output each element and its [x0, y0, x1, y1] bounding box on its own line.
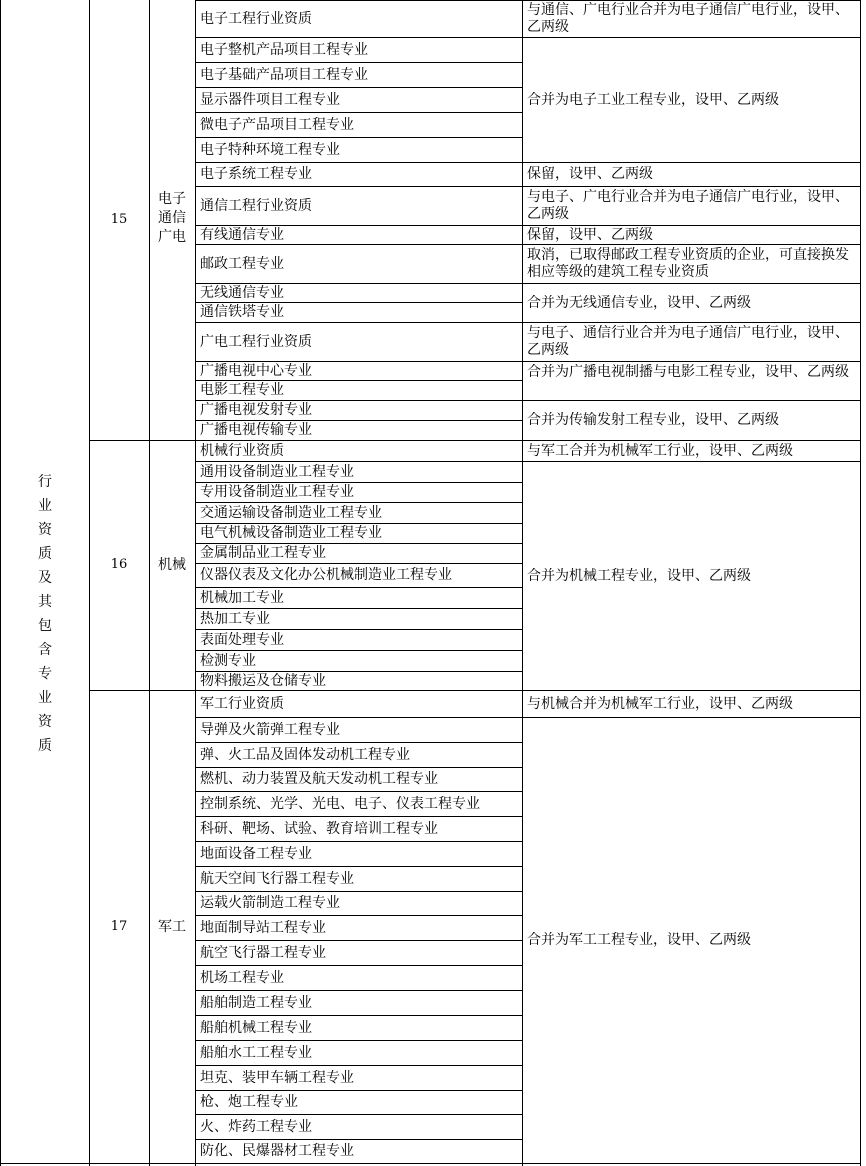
- adjustment-note: 保留，设甲、乙两级: [527, 226, 653, 243]
- row-line: [195, 1114, 523, 1115]
- adjustment-note: 取消，已取得邮政工程专业资质的企业，可直接换发相应等级的建筑工程专业资质: [527, 246, 849, 280]
- qualification-item: 电气机械设备制造业工程专业: [200, 525, 382, 541]
- qualification-item: 交通运输设备制造业工程专业: [200, 504, 382, 521]
- qualification-item: 火、炸药工程专业: [200, 1118, 312, 1135]
- qualification-item: 电影工程专业: [200, 382, 284, 398]
- row-line: [195, 87, 523, 88]
- group-separator: [89, 690, 195, 691]
- adjustment-note: 与通信、广电行业合并为电子通信广电行业，设甲、乙两级: [527, 1, 849, 35]
- qualification-item: 导弹及火箭弹工程专业: [200, 721, 340, 738]
- qualification-item: 机场工程专业: [200, 969, 284, 986]
- row-line: [522, 361, 861, 362]
- qualification-item: 枪、炮工程专业: [200, 1094, 298, 1110]
- row-line: [522, 717, 861, 718]
- column-divider: [522, 0, 523, 1166]
- row-line: [522, 690, 861, 691]
- qualification-item: 显示器件项目工程专业: [200, 91, 340, 108]
- group-name: 电子通信广电: [158, 191, 186, 245]
- row-line: [522, 162, 861, 163]
- qualification-item: 军工行业资质: [200, 695, 284, 712]
- row-line: [195, 380, 523, 381]
- row-line: [195, 420, 523, 421]
- row-line: [195, 62, 523, 63]
- adjustment-note: 保留，设甲、乙两级: [527, 166, 653, 182]
- row-line: [195, 400, 523, 401]
- row-line: [522, 186, 861, 187]
- table-left-border: [0, 0, 1, 1166]
- qualification-item: 微电子产品项目工程专业: [200, 116, 354, 133]
- adjustment-note: 合并为机械工程专业，设甲、乙两级: [527, 567, 751, 584]
- row-line: [522, 322, 861, 323]
- row-line: [195, 1015, 523, 1016]
- qualification-item: 燃机、动力装置及航天发动机工程专业: [200, 771, 438, 787]
- qualification-item: 仪器仪表及文化办公机械制造业工程专业: [200, 567, 452, 583]
- row-line: [195, 940, 523, 941]
- row-line: [195, 650, 523, 651]
- group-number: 15: [110, 212, 128, 227]
- row-line: [195, 767, 523, 768]
- qualification-item: 地面制导站工程专业: [200, 919, 326, 936]
- column-divider: [149, 0, 150, 1166]
- adjustment-note: 与电子、广电行业合并为电子通信广电行业，设甲、乙两级: [527, 188, 849, 222]
- qualification-item: 船舶制造工程专业: [200, 994, 312, 1011]
- qualification-item: 表面处理专业: [200, 631, 284, 648]
- qualification-item: 广播电视发射专业: [200, 402, 312, 418]
- qualification-item: 船舶水工工程专业: [200, 1044, 312, 1061]
- row-line: [195, 629, 523, 630]
- qualification-item: 电子系统工程专业: [200, 166, 312, 182]
- qualification-item: 检测专业: [200, 652, 256, 669]
- qualification-item: 广电工程行业资质: [200, 333, 312, 350]
- row-line: [195, 1163, 523, 1164]
- qualification-item: 船舶机械工程专业: [200, 1019, 312, 1036]
- row-line: [195, 608, 523, 609]
- adjustment-note: 合并为传输发射工程专业，设甲、乙两级: [527, 412, 779, 428]
- row-line: [195, 816, 523, 817]
- column-divider: [195, 0, 196, 1166]
- adjustment-note: 与军工合并为机械军工行业，设甲、乙两级: [527, 442, 793, 459]
- qualification-item: 有线通信专业: [200, 226, 284, 243]
- row-line: [195, 690, 523, 691]
- qualification-item: 通信铁塔专业: [200, 304, 284, 320]
- row-line: [195, 587, 523, 588]
- adjustment-note: 与电子、通信行业合并为电子通信广电行业，设甲、乙两级: [527, 324, 849, 358]
- qualification-item: 机械行业资质: [200, 442, 284, 459]
- row-line: [195, 440, 523, 441]
- qualification-item: 电子特种环境工程专业: [200, 141, 340, 158]
- group-number: 17: [110, 918, 128, 934]
- qualification-item: 航空飞行器工程专业: [200, 944, 326, 961]
- qualification-item: 电子整机产品项目工程专业: [200, 41, 368, 58]
- row-line: [522, 37, 861, 38]
- row-line: [195, 717, 523, 718]
- row-line: [195, 502, 523, 503]
- qualification-item: 热加工专业: [200, 610, 270, 627]
- row-line: [522, 1163, 861, 1164]
- category-label: 行业资质及其包含专业资质: [38, 474, 52, 754]
- qualification-item: 电子工程行业资质: [200, 10, 312, 27]
- row-line: [522, 244, 861, 245]
- qualification-item: 运载火箭制造工程专业: [200, 895, 340, 911]
- row-line: [195, 965, 523, 966]
- qualification-item: 金属制品业工程专业: [200, 545, 326, 561]
- row-line: [195, 915, 523, 916]
- row-line: [195, 990, 523, 991]
- row-line: [522, 461, 861, 462]
- row-line: [195, 1139, 523, 1140]
- row-line: [195, 37, 523, 38]
- row-line: [522, 400, 861, 401]
- adjustment-note: 合并为电子工业工程专业，设甲、乙两级: [527, 91, 779, 108]
- qualification-item: 地面设备工程专业: [200, 845, 312, 862]
- group-name: 军工: [158, 918, 186, 935]
- row-line: [195, 563, 523, 564]
- qualification-item: 物料搬运及仓储专业: [200, 672, 326, 689]
- table-right-border: [860, 0, 861, 1166]
- row-line: [195, 891, 523, 892]
- qualification-item: 广播电视中心专业: [200, 362, 312, 379]
- row-line: [195, 112, 523, 113]
- qualification-item: 通信工程行业资质: [200, 197, 312, 214]
- column-divider: [89, 0, 90, 1166]
- group-name: 机械: [158, 557, 186, 573]
- row-line: [195, 1090, 523, 1091]
- row-line: [195, 1065, 523, 1066]
- row-line: [195, 1040, 523, 1041]
- adjustment-note: 与机械合并为机械军工行业，设甲、乙两级: [527, 695, 793, 712]
- adjustment-note: 合并为无线通信专业，设甲、乙两级: [527, 294, 751, 311]
- row-line: [522, 283, 861, 284]
- row-line: [195, 742, 523, 743]
- adjustment-note: 合并为广播电视制播与电影工程专业，设甲、乙两级: [527, 363, 849, 380]
- row-line: [195, 186, 523, 187]
- group-number: 16: [110, 557, 128, 572]
- qualification-item: 邮政工程专业: [200, 255, 284, 272]
- qualification-item: 航天空间飞行器工程专业: [200, 870, 354, 887]
- qualification-item: 坦克、装甲车辆工程专业: [200, 1069, 354, 1086]
- row-line: [195, 791, 523, 792]
- row-line: [195, 244, 523, 245]
- row-line: [195, 302, 523, 303]
- row-line: [195, 523, 523, 524]
- qualification-item: 通用设备制造业工程专业: [200, 463, 354, 480]
- row-line: [195, 482, 523, 483]
- qualification-item: 弹、火工品及固体发动机工程专业: [200, 746, 410, 763]
- row-line: [195, 162, 523, 163]
- row-line: [195, 322, 523, 323]
- qualification-item: 电子基础产品项目工程专业: [200, 66, 368, 83]
- row-line: [195, 841, 523, 842]
- row-line: [195, 543, 523, 544]
- qualification-item: 防化、民爆器材工程专业: [200, 1143, 354, 1159]
- row-line: [195, 461, 523, 462]
- group-separator: [89, 440, 195, 441]
- qualification-item: 广播电视传输专业: [200, 422, 312, 438]
- qualification-item: 控制系统、光学、光电、电子、仪表工程专业: [200, 795, 480, 812]
- qualification-item: 无线通信专业: [200, 284, 284, 301]
- qualification-item: 专用设备制造业工程专业: [200, 484, 354, 500]
- qualification-item: 科研、靶场、试验、教育培训工程专业: [200, 820, 438, 837]
- qualification-item: 机械加工专业: [200, 589, 284, 606]
- row-line: [195, 866, 523, 867]
- row-line: [522, 440, 861, 441]
- row-line: [195, 137, 523, 138]
- adjustment-note: 合并为军工工程专业，设甲、乙两级: [527, 932, 751, 948]
